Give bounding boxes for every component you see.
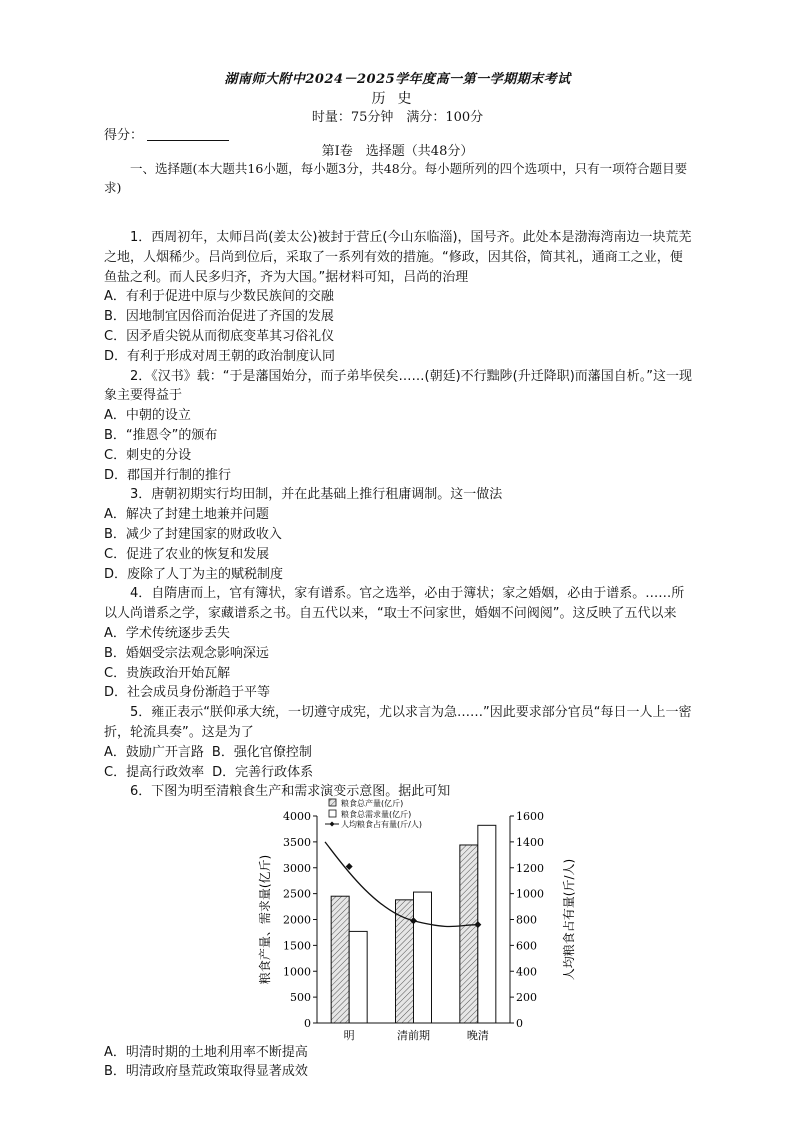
option-c[interactable]: C．促进了农业的恢复和发展 bbox=[104, 546, 270, 562]
section-instructions: 一、选择题(本大题共16小题，每小题3分，共48分。每小题所列的四个选项中，只有一项符合题目要求) bbox=[104, 161, 688, 195]
option-b[interactable]: B．婚姻受宗法观念影响深远 bbox=[104, 645, 269, 661]
option-d[interactable]: D．废除了人丁为主的赋税制度 bbox=[104, 566, 284, 582]
y-axis-title: 粮食产量、需求量(亿斤) bbox=[258, 854, 272, 985]
subject-title: 历史 bbox=[371, 91, 424, 107]
x-tick-label: 晚清 bbox=[466, 1029, 489, 1042]
x-tick-label: 清前期 bbox=[397, 1029, 430, 1042]
option-c[interactable]: C．提高行政效率 bbox=[104, 764, 205, 780]
legend-label-demand: 粮食总需求量(亿斤) bbox=[341, 810, 412, 819]
legend-swatch-demand bbox=[329, 810, 336, 817]
option-c[interactable]: C．贵族政治开始瓦解 bbox=[104, 665, 231, 681]
option-b[interactable]: B．因地制宜因俗而治促进了齐国的发展 bbox=[104, 309, 334, 325]
y-tick-label: 500 bbox=[290, 991, 311, 1005]
option-d[interactable]: D．社会成员身份渐趋于平等 bbox=[104, 685, 271, 701]
question-stem: 1．西周初年，太师吕尚(姜太公)被封于营丘(今山东临淄)，国号齐。此处本是渤海湾南边一块荒芜之地，人烟稀少。吕尚到位后，采取了一系列有效的措施。“修政，因其俗，简其礼，通商工之业，便鱼盐之利。而人民多归齐，齐为大国。”据材料可知，吕尚的治理 bbox=[104, 230, 692, 285]
option-b[interactable]: B．“推恩令”的颁布 bbox=[104, 427, 218, 443]
score-label: 得分： bbox=[104, 128, 144, 143]
option-row-2 bbox=[104, 763, 694, 783]
option-b[interactable]: B．强化官僚控制 bbox=[211, 744, 312, 760]
option-b[interactable]: B．减少了封建国家的财政收入 bbox=[104, 526, 282, 542]
legend-swatch-marker bbox=[330, 822, 335, 827]
option-a[interactable]: A．鼓励广开言路 bbox=[104, 744, 204, 760]
bar-demand bbox=[414, 892, 432, 1023]
y2-tick-label: 1000 bbox=[516, 887, 544, 901]
option-d[interactable]: D．有利于形成对周王朝的政治制度认同 bbox=[104, 348, 336, 364]
y2-tick-label: 0 bbox=[516, 1017, 523, 1030]
option-a[interactable]: A．中朝的设立 bbox=[104, 408, 191, 424]
x-tick-label: 明 bbox=[343, 1029, 355, 1042]
y-tick-label: 1500 bbox=[283, 939, 311, 953]
legend-swatch-production bbox=[329, 799, 336, 806]
option-a[interactable]: A．明清时期的土地利用率不断提高 bbox=[104, 1045, 308, 1060]
option-row-1 bbox=[104, 743, 694, 763]
y2-tick-label: 1600 bbox=[516, 810, 544, 823]
question-5 bbox=[104, 703, 694, 782]
exam-title: 湖南师大附中2024－2025学年度高一第一学期期末考试 bbox=[224, 72, 571, 87]
chart-layer bbox=[257, 798, 576, 1042]
option-a[interactable]: A．解决了封建土地兼并问题 bbox=[104, 507, 269, 523]
grain-chart bbox=[255, 796, 585, 1042]
question-4 bbox=[104, 584, 694, 703]
y-tick-label: 0 bbox=[304, 1017, 311, 1030]
y-tick-label: 3500 bbox=[283, 835, 311, 849]
y2-tick-label: 1200 bbox=[516, 861, 544, 875]
option-d[interactable]: D．完善行政体系 bbox=[212, 764, 314, 780]
time-score-line: 时量：75分钟 满分：100分 bbox=[311, 110, 484, 125]
question-3 bbox=[104, 485, 694, 584]
y2-tick-label: 200 bbox=[516, 991, 537, 1005]
option-b[interactable]: B．明清政府垦荒政策取得显著成效 bbox=[104, 1064, 308, 1079]
question-stem: 3．唐朝初期实行均田制，并在此基础上推行租庸调制。这一做法 bbox=[130, 487, 503, 503]
y-tick-label: 1000 bbox=[283, 965, 311, 979]
option-c[interactable]: C．刺史的分设 bbox=[104, 447, 192, 463]
option-a[interactable]: A．有利于促进中原与少数民族间的交融 bbox=[104, 289, 334, 305]
option-c[interactable]: C．因矛盾尖锐从而彻底变革其习俗礼仪 bbox=[104, 328, 335, 344]
y2-tick-label: 600 bbox=[516, 939, 537, 953]
y2-tick-label: 400 bbox=[516, 965, 537, 979]
bar-production bbox=[460, 845, 478, 1023]
y2-tick-label: 1400 bbox=[516, 835, 544, 849]
legend-label-per-capita: 人均粮食占有量(斤/人) bbox=[341, 820, 422, 829]
option-a[interactable]: A．学术传统逐步丢失 bbox=[104, 625, 230, 641]
bar-production bbox=[331, 896, 349, 1023]
y2-tick-label: 800 bbox=[516, 913, 537, 927]
question-1 bbox=[104, 228, 694, 367]
y-tick-label: 2500 bbox=[283, 887, 311, 901]
y-tick-label: 2000 bbox=[283, 913, 311, 927]
y-tick-label: 4000 bbox=[283, 810, 311, 823]
question-stem: 2．《汉书》载：“于是藩国始分，而子弟毕侯矣……(朝廷)不行黜陟(升迁降职)而藩国自析。”这一现象主要得益于 bbox=[104, 368, 693, 404]
question-stem: 6．下图为明至清粮食生产和需求演变示意图。据此可知 bbox=[130, 784, 451, 800]
y2-axis-title: 人均粮食占有量(斤/人) bbox=[562, 858, 576, 981]
question-stem: 4．自隋唐而上，官有簿状，家有谱系。官之选举，必由于簿状；家之婚姻，必由于谱系。……所以人尚谱系之学，家藏谱系之书。自五代以来，“取士不问家世，婚姻不问阀阅”。这反映了五代以来 bbox=[104, 586, 685, 622]
question-2 bbox=[104, 367, 694, 486]
legend-label-production: 粮食总产量(亿斤) bbox=[341, 799, 404, 808]
question-stem: 5．雍正表示“朕仰承大统，一切遵守成宪，尤以求言为急……”因此要求部分官员“每日一人上一密折，轮流具奏”。这是为了 bbox=[104, 705, 692, 740]
question-list bbox=[104, 228, 694, 802]
y-tick-label: 3000 bbox=[283, 861, 311, 875]
bar-demand bbox=[349, 931, 367, 1023]
option-d[interactable]: D．郡国并行制的推行 bbox=[104, 467, 232, 483]
section-title: 第Ⅰ卷 选择题（共48分） bbox=[321, 144, 474, 159]
